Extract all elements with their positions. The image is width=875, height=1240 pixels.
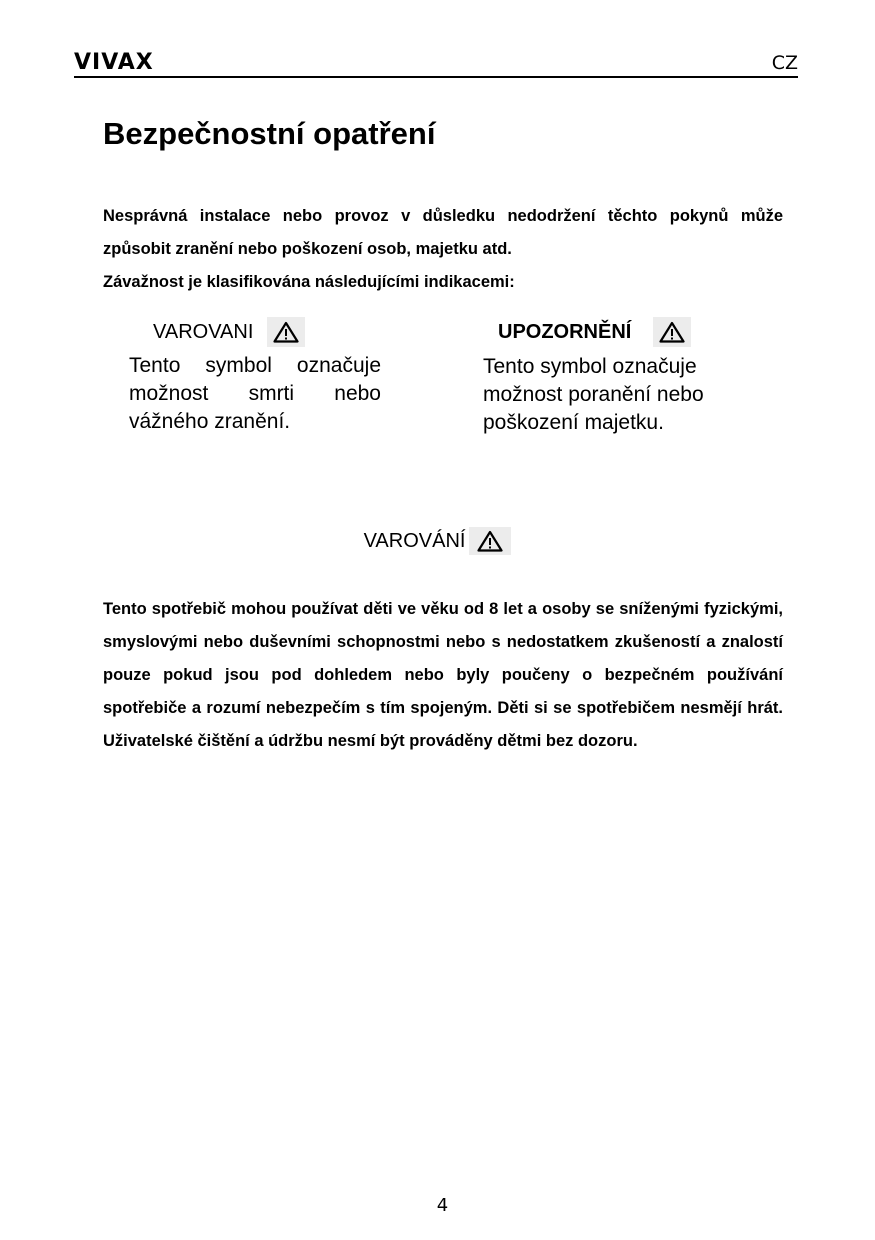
page-header xyxy=(74,50,798,78)
warning-paragraph: Tento spotřebič mohou používat děti ve věku od 8 let a osoby se sníženými fyzickými, smyslovými nebo duševními schopnostmi nebo s nedostatkem zkušeností a znalostí pouze pokud jsou pod dohledem nebo byly poučeny o bezpečném používání spotřebiče a rozumí nebezpečím s tím spojeným. Děti si se spotřebičem nesmějí hrát. Uživatelské čištění a údržbu nesmí být prováděny dětmi bez dozoru. xyxy=(103,600,783,750)
warning-heading xyxy=(0,526,875,556)
brand-logo: VIVAX xyxy=(74,50,154,75)
indication-caution-line: poškození majetku. xyxy=(483,411,664,434)
indication-caution xyxy=(483,316,743,437)
warning-heading-label: VAROVÁNÍ xyxy=(363,529,466,552)
page-number: 4 xyxy=(436,1195,449,1216)
indication-caution-text xyxy=(483,353,743,437)
indication-warning-label: VAROVANI xyxy=(153,320,254,343)
indication-caution-line: Tento symbol označuje xyxy=(483,355,697,378)
warning-triangle-icon xyxy=(469,527,511,555)
warning-triangle-icon xyxy=(653,317,691,347)
indication-caution-head xyxy=(498,316,743,348)
indication-caution-label: UPOZORNĚNÍ xyxy=(498,320,632,343)
warning-triangle-icon xyxy=(267,317,305,347)
language-code: CZ xyxy=(771,52,798,74)
intro-section xyxy=(103,200,783,299)
intro-paragraph: Nesprávná instalace nebo provoz v důsledku nedodržení těchto pokynů může způsobit zranění nebo poškození osob, majetku atd. xyxy=(103,207,783,258)
indication-warning xyxy=(129,316,381,436)
indication-warning-head xyxy=(153,316,381,348)
classification-text: Závažnost je klasifikována následujícími indikacemi: xyxy=(103,273,515,291)
indication-caution-line: možnost poranění nebo xyxy=(483,383,704,406)
indication-warning-text: Tento symbol označuje možnost smrti nebo vážného zranění. xyxy=(129,354,381,433)
page-title: Bezpečnostní opatření xyxy=(103,116,436,151)
